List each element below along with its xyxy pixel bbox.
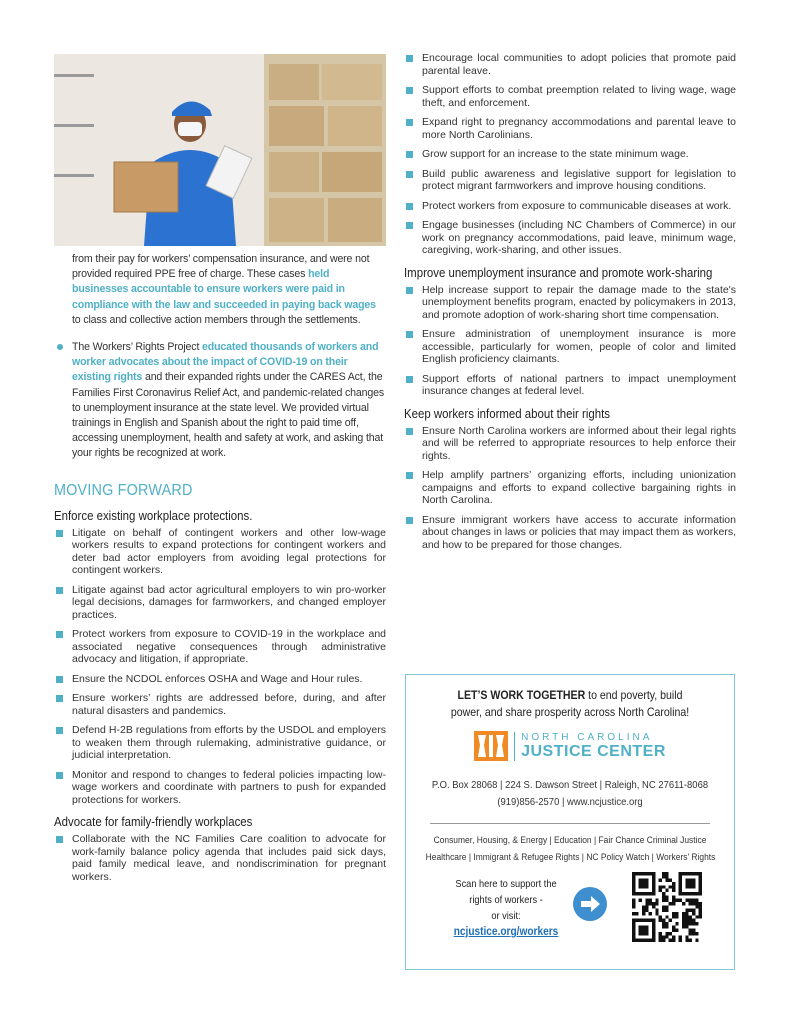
list-item: Ensure North Carolina workers are informed about their legal rights and will be referred to appropriate resources to help enforce their rights. bbox=[404, 425, 736, 463]
list-item: Help amplify partners’ organizing efforts, including unionization campaigns and efforts to expand collective bargaining rights in North Carolina. bbox=[404, 469, 736, 507]
address-block bbox=[422, 777, 717, 811]
scan-instructions bbox=[451, 876, 560, 940]
paragraph-text: from their pay for workers’ compensation insurance, and were not provided required PPE free of charge. These cases bbox=[72, 253, 370, 281]
family-friendly-list-continued bbox=[404, 52, 736, 257]
programs-line-1: Consumer, Housing, & Energy | Education | Fair Chance Criminal Justice bbox=[433, 835, 707, 846]
divider bbox=[430, 823, 710, 824]
scan-text: Scan here to support the rights of workers - bbox=[455, 878, 557, 906]
cta-bold: LET’S WORK TOGETHER bbox=[457, 688, 586, 702]
list-item: Encourage local communities to adopt policies that promote paid parental leave. bbox=[404, 52, 736, 77]
list-item: Collaborate with the NC Families Care coalition to advocate for work-family balance policy agenda that includes paid sick days, paid family medical leave, and nondiscrimination for pregnant workers. bbox=[54, 833, 386, 883]
photo-illustration bbox=[54, 54, 386, 246]
list-item: Ensure immigrant workers have access to accurate information about changes in laws or policies that may impact them as workers, and how to be prepared for those changes. bbox=[404, 514, 736, 552]
paragraph-text: The Workers’ Rights Project bbox=[72, 341, 203, 354]
subheading-enforce-protections: Enforce existing workplace protections. bbox=[54, 507, 253, 523]
logo-text bbox=[514, 732, 666, 761]
section-title: MOVING FORWARD bbox=[54, 481, 193, 499]
ncjustice-workers-link[interactable]: ncjustice.org/workers bbox=[453, 926, 559, 938]
subheading-family-friendly: Advocate for family-friendly workplaces bbox=[54, 814, 253, 830]
results-paragraph bbox=[72, 252, 386, 328]
phone-website-line: (919)856-2570 | www.ncjustice.org bbox=[497, 796, 643, 808]
right-column bbox=[404, 52, 736, 558]
unemployment-list bbox=[404, 284, 736, 398]
programs-line-2: Healthcare | Immigrant & Refugee Rights | NC Policy Watch | Workers’ Rights bbox=[425, 852, 716, 863]
list-item: Protect workers from exposure to communicable diseases at work. bbox=[404, 200, 736, 213]
list-item: Ensure administration of unemployment insurance is more accessible, particularly for women, people of color and limited English proficiency claimants. bbox=[404, 328, 736, 366]
call-to-action bbox=[443, 687, 696, 721]
cta-rest: to end poverty, build power, and share prosperity across North Carolina! bbox=[450, 688, 690, 719]
paragraph-text: to class and collective action members through the settlements. bbox=[72, 313, 361, 326]
highlighted-text: educated thousands of workers and worker advocates about the impact of COVID-19 on their existing rights bbox=[72, 341, 379, 384]
list-item: Defend H-2B regulations from efforts by the USDOL and employers to weaken them through rulemaking, administrative guidance, or judicial interpretation. bbox=[54, 724, 386, 762]
list-item: Grow support for an increase to the state minimum wage. bbox=[404, 148, 736, 161]
list-item: Ensure the NCDOL enforces OSHA and Wage and Hour rules. bbox=[54, 673, 386, 686]
list-item: Litigate on behalf of contingent workers and other low-wage workers results to expand protections for contingent workers and deter bad actor employers from avoiding legal protections for contingent workers. bbox=[54, 527, 386, 577]
address-line: P.O. Box 28068 | 224 S. Dawson Street | Raleigh, NC 27611-8068 bbox=[431, 779, 709, 791]
list-item: Support efforts of national partners to impact unemployment insurance changes at federal level. bbox=[404, 373, 736, 398]
nc-justice-center-logo bbox=[406, 731, 734, 761]
family-friendly-list bbox=[54, 833, 386, 883]
list-item: Build public awareness and legislative support for legislation to protect migrant farmworkers and improve housing conditions. bbox=[404, 168, 736, 193]
list-item: Expand right to pregnancy accommodations and parental leave to more North Carolinians. bbox=[404, 116, 736, 141]
list-item: Engage businesses (including NC Chambers of Commerce) in our work on pregnancy accommodations, paid leave, minimum wage, caregiving, work-sharing, and other issues. bbox=[404, 219, 736, 257]
arrow-right-icon bbox=[572, 886, 608, 922]
keep-informed-list bbox=[404, 425, 736, 552]
list-item: Protect workers from exposure to COVID-19 in the workplace and associated negative consequences through administrative advocacy and litigation, if appropriate. bbox=[54, 628, 386, 666]
workers-rights-project-item bbox=[54, 340, 386, 462]
subheading-unemployment: Improve unemployment insurance and promote work-sharing bbox=[404, 264, 713, 280]
contact-box bbox=[405, 674, 735, 970]
list-item: Support efforts to combat preemption related to living wage, wage theft, and enforcement. bbox=[404, 84, 736, 109]
justice-center-logo-icon bbox=[474, 731, 508, 761]
highlighted-text: held businesses accountable to ensure workers were paid in compliance with the law and succeeded in paying back wages bbox=[72, 268, 376, 311]
subheading-keep-informed: Keep workers informed about their rights bbox=[404, 405, 611, 421]
programs-list bbox=[426, 832, 715, 866]
scan-row bbox=[406, 872, 734, 952]
list-item: Monitor and respond to changes to federal policies impacting low-wage workers and coordinate with partners to push for expanded protections for workers. bbox=[54, 769, 386, 807]
warehouse-worker-photo bbox=[54, 54, 386, 246]
qr-code[interactable] bbox=[632, 872, 702, 942]
list-item: Litigate against bad actor agricultural employers to win pro-worker legal decisions, damages for farmworkers, and changed employer practices. bbox=[54, 584, 386, 622]
list-item: Help increase support to repair the damage made to the state's unemployment benefits program, enacted by policymakers in 2013, and promote adoption of work-sharing short time compensation. bbox=[404, 284, 736, 322]
list-item: Ensure workers’ rights are addressed before, during, and after natural disasters and pandemics. bbox=[54, 692, 386, 717]
left-column bbox=[54, 54, 386, 890]
logo-north-carolina: NORTH CAROLINA bbox=[521, 731, 653, 743]
enforce-protections-list bbox=[54, 527, 386, 807]
or-visit-text: or visit: bbox=[491, 910, 521, 922]
paragraph-text: and their expanded rights under the CARES Act, the Families First Coronavirus Relief Act, and pandemic-related changes to unemployment insurance at the state level. We provided virtual trainings in English and Spanish about the right to paid time off, accessing unemployment, health and safety at work, and asking that your rights be recognized at work. bbox=[72, 371, 385, 460]
logo-justice-center: JUSTICE CENTER bbox=[521, 742, 666, 760]
